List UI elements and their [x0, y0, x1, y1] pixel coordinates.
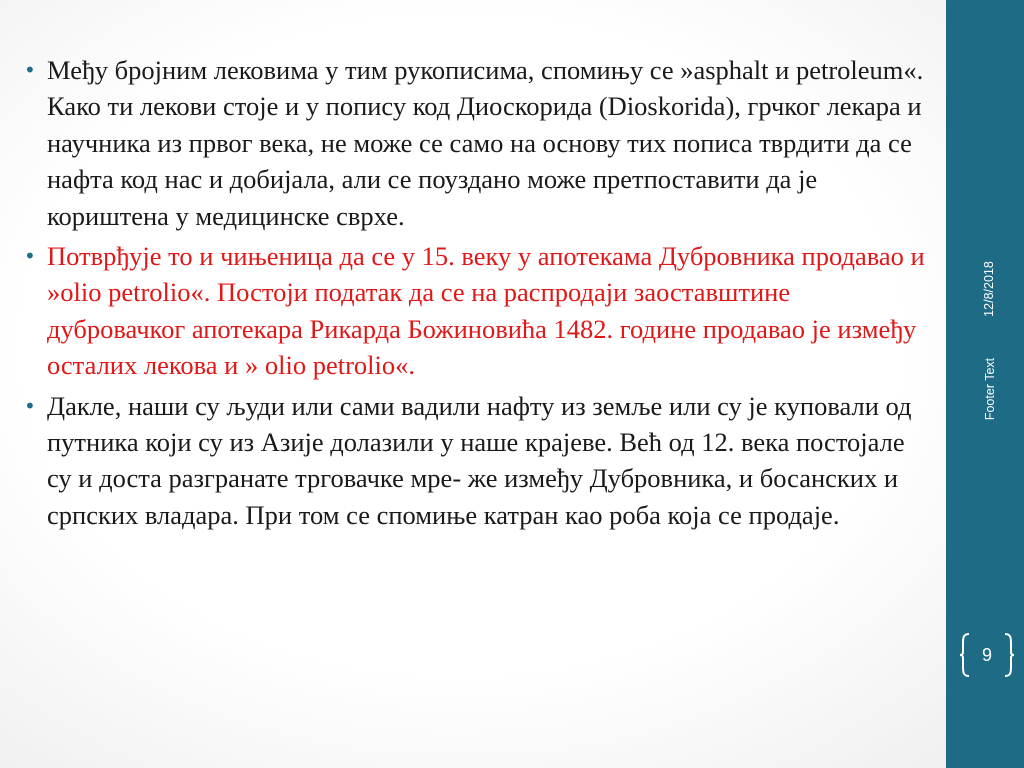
bullet-text-1: Међу бројним лековима у тим рукописима, спомињу се »asphalt и petroleum«. Како ти лекови стоје и у попису код Диоскорида (Dioskorida), грчког лекара и научника из првог века, не може се само на основу тих пописа тврдити да се нафта код нас и добијала, али се поуздано може претпоставити да је кориштена у медицинске сврхе. — [47, 55, 924, 231]
bullet-marker: • — [24, 244, 36, 269]
bullet-marker: • — [24, 58, 36, 82]
page-number-badge — [960, 632, 1014, 678]
slide-footer-text: Footer Text — [983, 357, 997, 421]
slide-body — [22, 52, 934, 537]
bullet-text-3: Дакле, наши су људи или сами вадили нафту из земље или су је куповали од путника који су из Азије долазили у наше крајеве. Већ од 12. века постојале су и доста разгранате трговачке мре- же између Дубровника, и босанских и српских владара. При том се спомиње катран као роба која се продаје. — [47, 390, 912, 530]
page-number: 9 — [981, 645, 992, 665]
bullet-marker: • — [24, 393, 36, 418]
slide-date: 12/8/2018 — [982, 261, 996, 317]
bullet-item-1 — [22, 52, 934, 234]
bullet-item-3 — [22, 388, 934, 534]
bullet-text-2: Потврђује то и чињеница да се у 15. веку у апотекама Дубровника продавао и »olio petrolio«. Постоји податак да се на распродаји заоставштине дубровачког апотекара Рикарда Божиновића 1482. године продавао је између осталих лекова и » olio petrolio«. — [47, 241, 925, 381]
bullet-item-2 — [22, 238, 934, 384]
